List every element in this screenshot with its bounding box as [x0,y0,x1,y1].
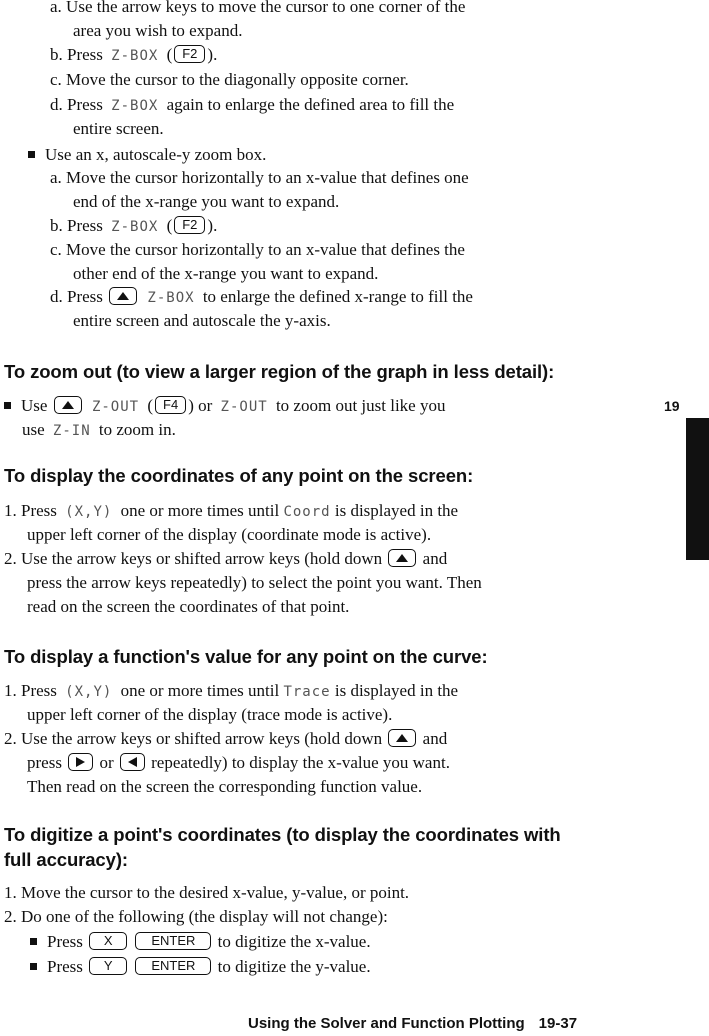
zbox-menu-label: Z-BOX [111,98,159,114]
func-step-2-cont-post: repeatedly) to display the x-value you want. [151,753,450,772]
func-step-1-cont: upper left corner of the display (trace mode is active). [27,705,393,724]
digitize-y-press: Press [47,957,83,976]
shift-key [54,396,82,414]
coord-step-2-cont2: read on the screen the coordinates of that point. [27,597,350,616]
f2-key: F2 [174,45,205,63]
step-c: c. Move the cursor to the diagonally opposite corner. [50,70,409,89]
coord-step-1-text: 1. Press [4,501,57,520]
step-d-text-post: again to enlarge the defined area to fill the [166,95,455,114]
zoom-out-text: Use [21,396,48,415]
step-d [50,94,454,117]
func-step-2-cont [27,752,450,774]
bullet-icon [30,963,37,970]
func-step-1-post: is displayed in the [334,681,459,700]
x-step-c-cont: other end of the x-range you want to expand. [73,264,379,283]
coord-step-1-mid: one or more times until [120,501,280,520]
zoom-out-use-post: to zoom in. [98,420,176,439]
coord-mode-label: Coord [283,504,331,520]
func-step-2-post: and [422,729,448,748]
step-b: b. Press Z-BOX ( F2 ). [50,45,218,64]
step-d-cont: entire screen. [73,119,164,138]
shift-key [388,729,416,747]
footer-title: Using the Solver and Function Plotting [248,1015,525,1032]
coord-step-1 [4,500,458,523]
x-step-d-text: d. Press [50,287,103,306]
digitize-x-post: to digitize the x-value. [217,932,371,951]
coord-step-2 [4,548,447,570]
shift-up-triangle-icon [396,734,408,742]
zoom-out-line: Use Z-OUT ( F4 ) or Z-OUT to zoom out just like you [4,395,445,418]
x-step-d-text-post: to enlarge the defined x-range to fill the [202,287,473,306]
func-step-1-mid: one or more times until [120,681,280,700]
x-step-d [50,286,473,309]
zout-menu-label: Z-OUT [220,399,268,415]
x-key: X [89,932,127,950]
zbox-menu-label: Z-BOX [147,290,195,306]
zoom-out-text-post: to zoom out just like you [275,396,446,415]
bullet-icon [30,938,37,945]
heading-zoom-out: To zoom out (to view a larger region of the graph in less detail): [4,361,555,382]
digitize-step-2: 2. Do one of the following (the display will not change): [4,907,388,926]
x-step-b-text: b. Press [50,216,103,235]
shift-key [388,549,416,567]
zout-menu-label: Z-OUT [91,399,140,415]
coord-step-1-cont: upper left corner of the display (coordinate mode is active). [27,525,432,544]
coord-step-2-cont: press the arrow keys repeatedly) to select the point you want. Then [27,573,482,592]
heading-coordinates: To display the coordinates of any point on the screen: [4,465,474,486]
bullet-icon [4,402,11,409]
func-step-1-text: 1. Press [4,681,57,700]
shift-up-triangle-icon [396,554,408,562]
digitize-step-1: 1. Move the cursor to the desired x-value, y-value, or point. [4,883,410,902]
zoom-out-line-2 [22,419,176,442]
bullet-autoscale [28,144,266,166]
f4-key: F4 [155,396,186,414]
func-step-2-press: press [27,753,62,772]
left-triangle-icon [128,757,137,767]
zbox-menu-label: Z-BOX [111,48,159,64]
heading-function-value: To display a function's value for any point on the curve: [4,646,488,667]
right-triangle-icon [76,757,85,767]
coord-step-2-post: and [422,549,448,568]
bullet-autoscale-text: Use an x, autoscale-y zoom box. [45,145,267,164]
trace-mode-label: Trace [283,684,331,700]
digitize-x-press: Press [47,932,83,951]
page-number: 19-37 [538,1015,578,1032]
left-arrow-key [120,753,145,771]
func-step-2-text: 2. Use the arrow keys or shifted arrow keys (hold down [4,729,383,748]
func-step-2-or: or [99,753,114,772]
step-a: a. Use the arrow keys to move the cursor to one corner of the [50,0,466,16]
step-d-text: d. Press [50,95,103,114]
digitize-x [30,931,371,953]
heading-digitize: To digitize a point's coordinates (to display the coordinates with [4,824,561,845]
func-step-2-cont2: Then read on the screen the corresponding function value. [27,777,423,796]
func-step-2 [4,728,447,750]
zin-menu-label: Z-IN [52,423,91,439]
digitize-y [30,956,371,978]
x-step-a-cont: end of the x-range you want to expand. [73,192,340,211]
zoom-out-or: or [198,396,213,415]
x-step-b: b. Press Z-BOX ( F2 ). [50,216,218,235]
xy-menu-label: (X,Y) [65,684,113,700]
coord-step-2-text: 2. Use the arrow keys or shifted arrow keys (hold down [4,549,383,568]
x-step-d-cont: entire screen and autoscale the y-axis. [73,311,331,330]
zoom-out-use: use [22,420,45,439]
page-footer [248,1015,577,1032]
digitize-y-post: to digitize the y-value. [217,957,371,976]
y-key: Y [89,957,127,975]
x-step-a: a. Move the cursor horizontally to an x-value that defines one [50,168,469,187]
func-step-1 [4,680,458,703]
chapter-tab [686,418,709,560]
shift-up-triangle-icon [117,292,129,300]
zbox-menu-label: Z-BOX [111,219,159,235]
enter-key: ENTER [135,957,211,975]
bullet-icon [28,151,35,158]
chapter-number: 19 [664,398,680,414]
coord-step-1-post: is displayed in the [334,501,459,520]
step-b-text: b. Press [50,45,103,64]
heading-digitize-cont: full accuracy): [4,849,128,870]
step-a-cont: area you wish to expand. [73,21,243,40]
shift-up-triangle-icon [62,401,74,409]
xy-menu-label: (X,Y) [65,504,113,520]
enter-key: ENTER [135,932,211,950]
right-arrow-key [68,753,93,771]
shift-key [109,287,137,305]
x-step-c: c. Move the cursor horizontally to an x-value that defines the [50,240,465,259]
f2-key: F2 [174,216,205,234]
